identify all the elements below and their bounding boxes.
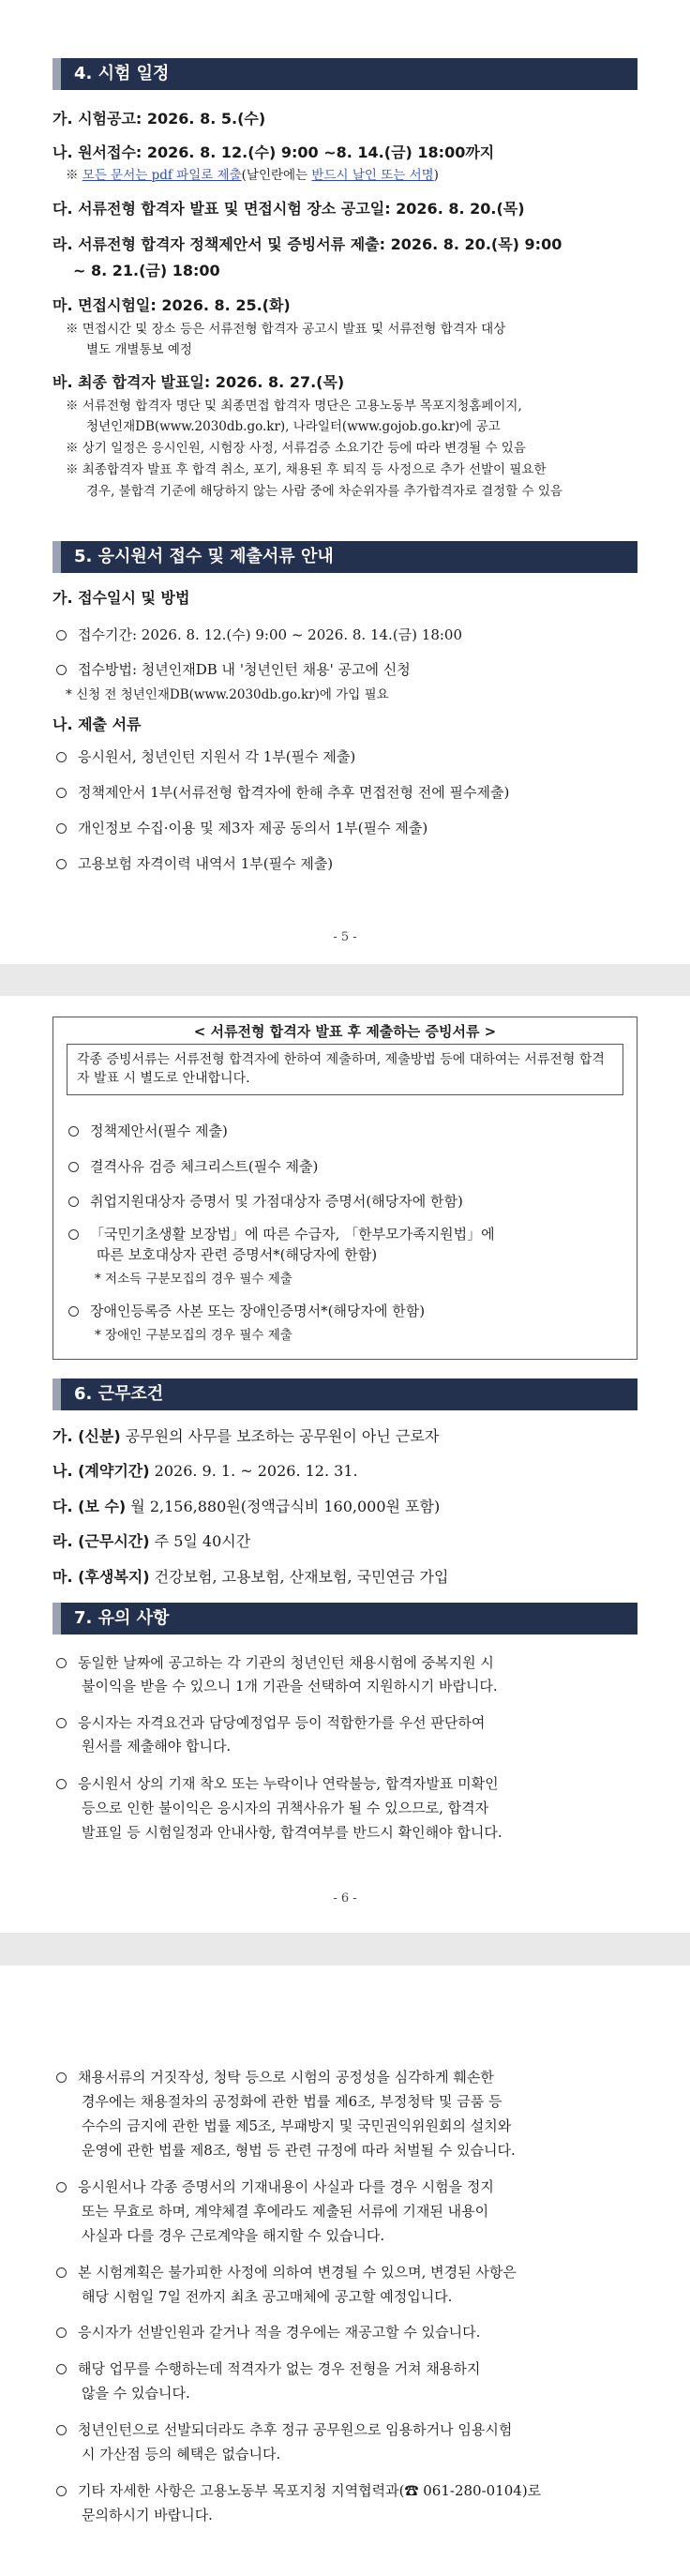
caution-item-4c: 수수의 금지에 관한 법률 제5조, 부패방지 및 국민권익위원회의 설치와 <box>82 2117 512 2134</box>
caution-item-6: 본 시험계획은 불가피한 사정에 의하여 변경될 수 있으며, 변경된 사항은 <box>52 2264 638 2282</box>
schedule-final-result-date: 바. 최종 합격자 발표일: 2026. 8. 27.(목) <box>52 373 345 391</box>
circle-bullet-icon <box>56 2072 67 2083</box>
caution-item-1b: 불이익을 받을 수 있으니 1개 기관을 선택하여 지원하시기 바랍니다. <box>82 1678 498 1695</box>
page-number: - 5 - <box>333 930 357 944</box>
interview-note-1: ※ 면접시간 및 장소 등은 서류전형 합격자 공고시 발표 및 서류전형 합격자 대상 <box>66 322 506 337</box>
evidence-item-5: 장애인등록증 사본 또는 장애인증명서*(해당자에 한함) <box>65 1303 637 1320</box>
interview-note-2: 별도 개별통보 예정 <box>86 342 192 357</box>
circle-bullet-icon <box>56 1779 67 1789</box>
document-item-2: 정책제안서 1부(서류전형 합격자에 한해 추후 면접전형 전에 필수제출) <box>52 784 638 802</box>
caution-item-10: 기타 자세한 사항은 고용노동부 목포지청 지역협력과(☎ 061-280-0104)로 <box>52 2482 638 2500</box>
circle-bullet-icon <box>68 1229 79 1240</box>
section-5-heading: 5. 응시원서 접수 및 제출서류 안내 <box>52 541 638 573</box>
schedule-interview-date: 마. 면접시험일: 2026. 8. 25.(화) <box>52 296 291 314</box>
condition-salary: 다. (보 수) 월 2,156,880원(정액급식비 160,000원 포함) <box>52 1498 441 1515</box>
condition-welfare: 마. (후생복지) 건강보험, 고용보험, 산재보험, 국민연금 가입 <box>52 1568 449 1586</box>
caution-item-3: 응시원서 상의 기재 착오 또는 누락이나 연락불능, 합격자발표 미확인 <box>52 1775 638 1793</box>
circle-bullet-icon <box>56 2267 67 2278</box>
final-note-2: ※ 상기 일정은 응시인원, 시험장 사정, 서류검증 소요기간 등에 따라 변경될 수 있음 <box>66 441 526 456</box>
caution-item-9: 청년인턴으로 선발되더라도 추후 정규 공무원으로 임용하거나 임용시험 <box>52 2421 638 2439</box>
condition-contract-period: 나. (계약기간) 2026. 9. 1. ~ 2026. 12. 31. <box>52 1462 358 1480</box>
caution-item-10b: 문의하시기 바랍니다. <box>82 2507 213 2523</box>
caution-item-1: 동일한 날짜에 공고하는 각 기관의 청년인턴 채용시험에 중복지원 시 <box>52 1654 638 1672</box>
evidence-item-1: 정책제안서(필수 제출) <box>65 1122 637 1140</box>
caution-item-9b: 시 가산점 등의 혜택은 없습니다. <box>82 2446 281 2463</box>
condition-working-hours: 라. (근무시간) 주 5일 40시간 <box>52 1532 251 1550</box>
circle-bullet-icon <box>56 665 67 675</box>
evidence-item-2: 결격사유 검증 체크리스트(필수 제출) <box>65 1158 637 1176</box>
caution-item-6b: 해당 시험일 7일 전까지 최초 공고매체에 공고할 예정입니다. <box>82 2288 453 2305</box>
evidence-item-4: 「국민기초생활 보장법」에 따른 수급자, 「한부모가족지원법」에 <box>65 1226 637 1243</box>
document-page-6 <box>0 996 690 1933</box>
caution-item-5: 응시원서나 각종 증명서의 기재내용이 사실과 다를 경우 시험을 정지 <box>52 2178 638 2196</box>
caution-item-4: 채용서류의 거짓작성, 청탁 등으로 시험의 공정성을 심각하게 훼손한 <box>52 2069 638 2086</box>
section-4-heading: 4. 시험 일정 <box>52 58 638 90</box>
evidence-box-notice: 각종 증빙서류는 서류전형 합격자에 한하여 제출하며, 제출방법 등에 대하여는 서류전형 합격자 발표 시 별도로 안내합니다. <box>67 1044 623 1095</box>
evidence-box-title: < 서류전형 합격자 발표 후 제출하는 증빙서류 > <box>193 1023 497 1040</box>
circle-bullet-icon <box>56 823 67 834</box>
circle-bullet-icon <box>56 2486 67 2496</box>
section-7-heading: 7. 유의 사항 <box>52 1603 638 1634</box>
circle-bullet-icon <box>68 1197 79 1207</box>
caution-item-8b: 않을 수 있습니다. <box>82 2385 190 2402</box>
final-note-3: ※ 최종합격자 발표 후 합격 취소, 포기, 채용된 후 퇴직 등 사정으로 추가 선발이 필요한 <box>66 462 547 477</box>
evidence-item-4b: 따른 보호대상자 관련 증명서*(해당자에 한함) <box>97 1246 378 1263</box>
schedule-proposal-submission-end: ~ 8. 21.(금) 18:00 <box>73 262 220 279</box>
circle-bullet-icon <box>68 1306 79 1317</box>
schedule-notice-date: 가. 시험공고: 2026. 8. 5.(수) <box>52 110 266 128</box>
application-method-item: 접수방법: 청년인재DB 내 '청년인턴 채용' 공고에 신청 <box>52 661 638 679</box>
caution-item-8: 해당 업무를 수행하는데 적격자가 없는 경우 전형을 거쳐 채용하지 <box>52 2360 638 2378</box>
schedule-document-result-date: 다. 서류전형 합격자 발표 및 면접시험 장소 공고일: 2026. 8. 20.(목) <box>52 200 525 218</box>
page-number: - 6 - <box>333 1891 357 1906</box>
caution-item-2: 응시자는 자격요건과 담당예정업무 등이 적합한가를 우선 판단하여 <box>52 1714 638 1732</box>
circle-bullet-icon <box>56 630 67 640</box>
schedule-proposal-submission: 라. 서류전형 합격자 정책제안서 및 증빙서류 제출: 2026. 8. 20.(목) 9:00 <box>52 235 562 253</box>
caution-item-5b: 또는 무효로 하며, 계약체결 후에라도 제출된 서류에 기재된 내용이 <box>82 2203 489 2220</box>
circle-bullet-icon <box>68 1126 79 1137</box>
caution-item-3c: 발표일 등 시험일정과 안내사항, 합격여부를 반드시 확인해야 합니다. <box>82 1824 502 1841</box>
circle-bullet-icon <box>68 1162 79 1172</box>
circle-bullet-icon <box>56 788 67 798</box>
document-page-7 <box>0 1966 690 2576</box>
final-note-3b: 경우, 불합격 기준에 해당하지 않는 사람 중에 차순위자를 추가합격자로 결정할 수 있음 <box>86 484 562 499</box>
section-6-heading: 6. 근무조건 <box>52 1378 638 1410</box>
circle-bullet-icon <box>56 2327 67 2338</box>
evidence-item-4-note: * 저소득 구분모집의 경우 필수 제출 <box>95 1272 292 1287</box>
signup-note: * 신청 전 청년인재DB(www.2030db.go.kr)에 가입 필요 <box>66 687 389 702</box>
application-period-item: 접수기간: 2026. 8. 12.(수) 9:00 ~ 2026. 8. 14.(금) 18:00 <box>52 626 638 644</box>
circle-bullet-icon <box>56 859 67 869</box>
caution-item-2b: 원서를 제출해야 합니다. <box>82 1738 232 1755</box>
evidence-documents-box <box>52 1017 638 1360</box>
final-note-1: ※ 서류전형 합격자 명단 및 최종면접 합격자 명단은 고용노동부 목포지청홈페이지, <box>66 399 522 414</box>
circle-bullet-icon <box>56 2182 67 2192</box>
application-method-heading: 가. 접수일시 및 방법 <box>52 589 190 607</box>
document-item-4: 고용보험 자격이력 내역서 1부(필수 제출) <box>52 855 638 873</box>
evidence-item-5-note: * 장애인 구분모집의 경우 필수 제출 <box>95 1328 292 1343</box>
evidence-item-3: 취업지원대상자 증명서 및 가점대상자 증명서(해당자에 한함) <box>65 1193 637 1211</box>
caution-item-4b: 경우에는 채용절차의 공정화에 관한 법률 제6조, 부정청탁 및 금품 등 <box>82 2093 502 2110</box>
schedule-application-period: 나. 원서접수: 2026. 8. 12.(수) 9:00 ~8. 14.(금) 18:00까지 <box>52 143 495 161</box>
circle-bullet-icon <box>56 752 67 762</box>
caution-item-5c: 사실과 다를 경우 근로계약을 해지할 수 있습니다. <box>82 2227 385 2244</box>
caution-item-4d: 운영에 관한 법률 제8조, 형법 등 관련 규정에 따라 처벌될 수 있습니다. <box>82 2142 516 2159</box>
document-page-5 <box>0 0 690 964</box>
caution-item-7: 응시자가 선발인원과 같거나 적을 경우에는 재공고할 수 있습니다. <box>52 2324 638 2342</box>
condition-status: 가. (신분) 공무원의 사무를 보조하는 공무원이 아닌 근로자 <box>52 1427 440 1445</box>
required-documents-heading: 나. 제출 서류 <box>52 716 142 733</box>
document-item-3: 개인정보 수집·이용 및 제3자 제공 동의서 1부(필수 제출) <box>52 820 638 837</box>
pdf-submission-note: ※ 모든 문서는 pdf 파일로 제출(날인란에는 반드시 날인 또는 서명) <box>66 168 439 183</box>
final-note-1b: 청년인재DB(www.2030db.go.kr), 나라일터(www.gojob.go.kr)에 공고 <box>86 419 501 434</box>
caution-item-3b: 등으로 인한 불이익은 응시자의 귀책사유가 될 수 있으므로, 합격자 <box>82 1800 489 1816</box>
document-item-1: 응시원서, 청년인턴 지원서 각 1부(필수 제출) <box>52 748 638 766</box>
circle-bullet-icon <box>56 2364 67 2374</box>
circle-bullet-icon <box>56 2425 67 2435</box>
circle-bullet-icon <box>56 1718 67 1728</box>
circle-bullet-icon <box>56 1658 67 1668</box>
